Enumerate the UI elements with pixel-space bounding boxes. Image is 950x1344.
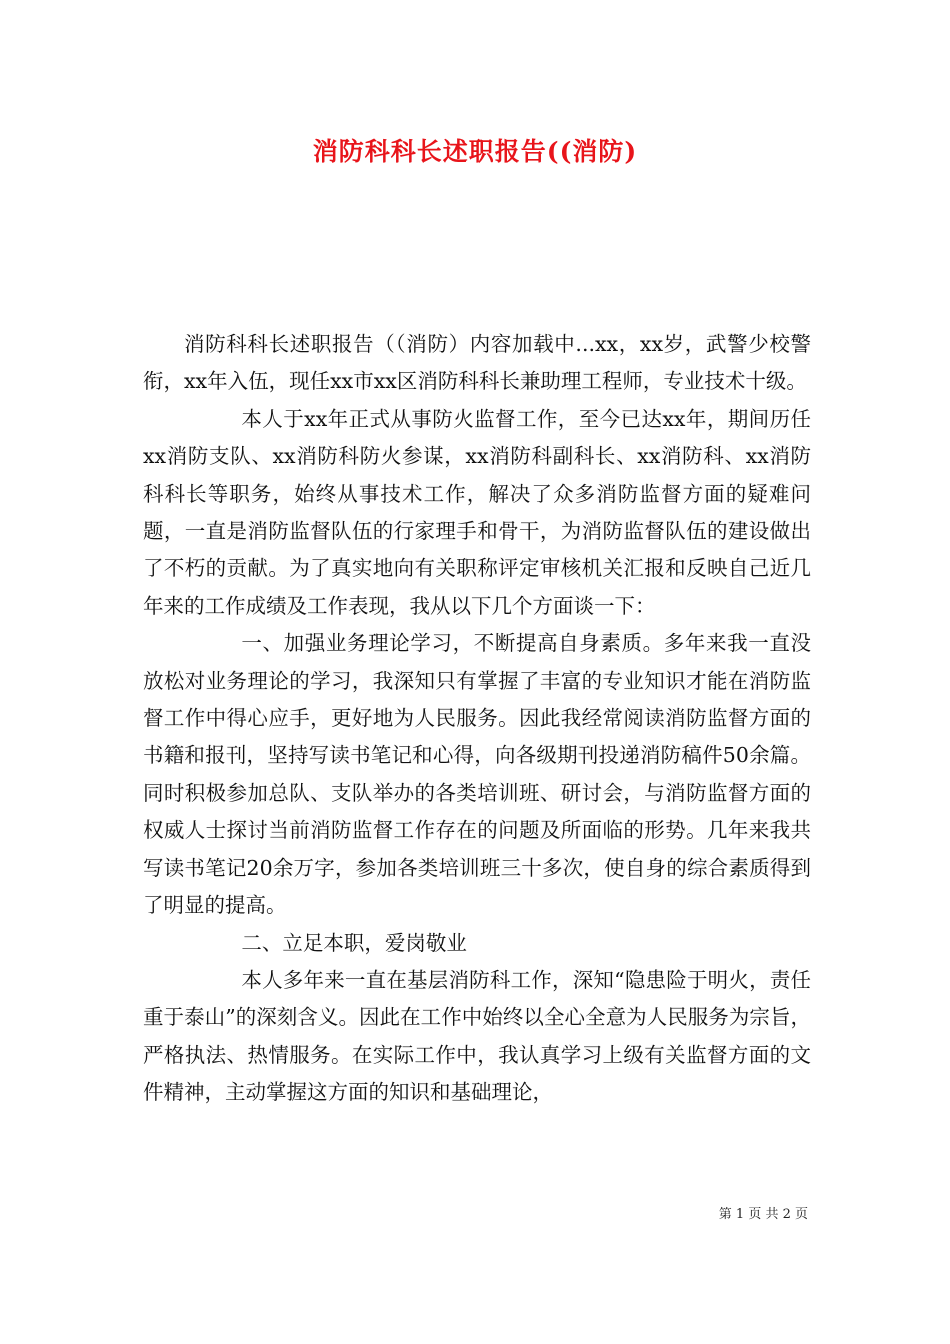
document-title: 消防科科长述职报告((消防) [312,137,638,166]
paragraph-section-two-body: 本人多年来一直在基层消防科工作，深知“隐患险于明火，责任重于泰山”的深刻含义。因此在工作中始终以全心全意为人民服务为宗旨，严格执法、热情服务。在实际工作中，我认真学习上级有关监督方面的文件精神，主动掌握这方面的知识和基础理论， [143,967,811,1105]
paragraph-intro: 消防科科长述职报告（（消防）内容加载中...xx，xx岁，武警少校警衔，xx年入伍，现任xx市xx区消防科科长兼助理工程师，专业技术十级。 [143,332,811,394]
paragraph-section-two-heading: 二、立足本职，爱岗敬业 [241,930,467,955]
page-number: 第 1 页 共 2 页 [718,1207,808,1222]
paragraph-career: 本人于xx年正式从事防火监督工作，至今已达xx年，期间历任xx消防支队、xx消防科防火参谋，xx消防科副科长、xx消防科、xx消防科科长等职务，始终从事技术工作，解决了众多消防监督方面的疑难问题，一直是消防监督队伍的行家理手和骨干，为消防监督队伍的建设做出了不朽的贡献。为了真实地向有关职称评定审核机关汇报和反映自己近几年来的工作成绩及工作表现，我从以下几个方面谈一下： [143,406,811,618]
document-body [143,326,811,1112]
paragraph-section-one: 一、加强业务理论学习，不断提高自身素质。多年来我一直没放松对业务理论的学习，我深知只有掌握了丰富的专业知识才能在消防监督工作中得心应手，更好地为人民服务。因此我经常阅读消防监督方面的书籍和报刊，坚持写读书笔记和心得，向各级期刊投递消防稿件50余篇。同时积极参加总队、支队举办的各类培训班、研讨会，与消防监督方面的权威人士探讨当前消防监督工作存在的问题及所面临的形势。几年来我共写读书笔记20余万字，参加各类培训班三十多次，使自身的综合素质得到了明显的提高。 [143,631,811,918]
